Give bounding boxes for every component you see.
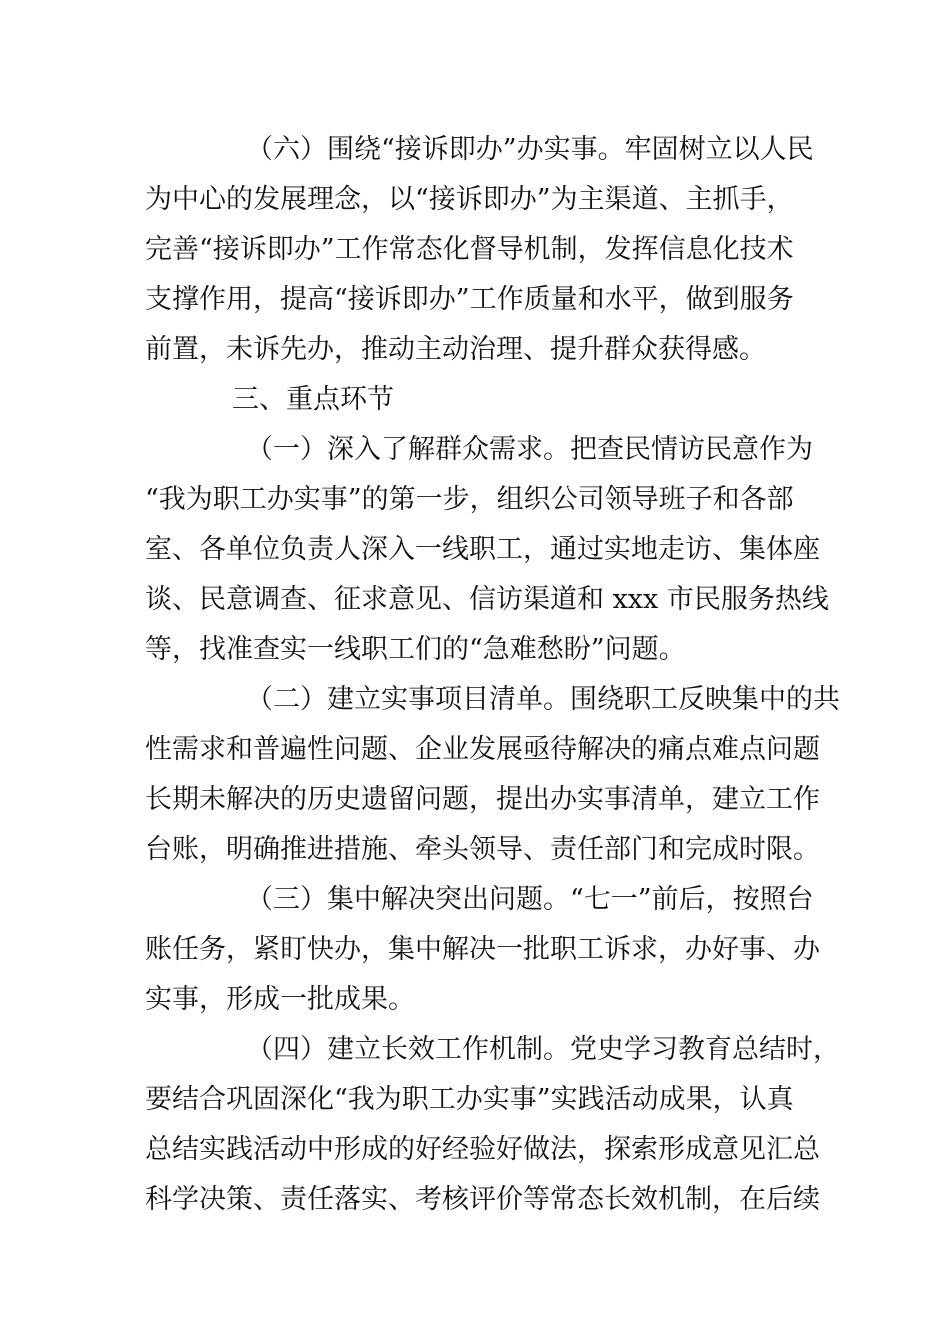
paragraph-3-line-3: 实事，形成一批成果。 bbox=[145, 984, 415, 1015]
paragraph-2-line-3: 长期未解决的历史遗留问题，提出办实事清单，建立工作 bbox=[145, 784, 820, 815]
paragraph-2-line-4: 台账，明确推进措施、牵头领导、责任部门和完成时限。 bbox=[145, 834, 820, 865]
paragraph-1-line-4: 谈、民意调查、征求意见、信访渠道和 xxx 市民服务热线 bbox=[145, 584, 829, 615]
paragraph-1-line-2: “我为职工办实事”的第一步，组织公司领导班子和各部 bbox=[145, 484, 794, 515]
paragraph-2-line-2: 性需求和普遍性问题、企业发展亟待解决的痛点难点问题 bbox=[145, 734, 820, 765]
paragraph-6-line-1: （六）围绕“接诉即办”办实事。牢固树立以人民 bbox=[246, 134, 814, 165]
paragraph-6-line-3: 完善“接诉即办”工作常态化督导机制，发挥信息化技术 bbox=[145, 234, 794, 265]
paragraph-6-line-5: 前置，未诉先办，推动主动治理、提升群众获得感。 bbox=[145, 334, 766, 365]
paragraph-2-line-1: （二）建立实事项目清单。围绕职工反映集中的共 bbox=[246, 684, 840, 715]
paragraph-1-line-3: 室、各单位负责人深入一线职工，通过实地走访、集体座 bbox=[145, 534, 820, 565]
paragraph-3-line-1: （三）集中解决突出问题。“七一”前后，按照台 bbox=[246, 884, 814, 915]
paragraph-4-line-3: 总结实践活动中形成的好经验好做法，探索形成意见汇总 bbox=[145, 1134, 820, 1165]
section-heading: 三、重点环节 bbox=[232, 384, 394, 415]
paragraph-4-line-1: （四）建立长效工作机制。党史学习教育总结时， bbox=[246, 1034, 840, 1065]
paragraph-1-line-1: （一）深入了解群众需求。把查民情访民意作为 bbox=[246, 434, 813, 465]
paragraph-4-line-2: 要结合巩固深化“我为职工办实事”实践活动成果，认真 bbox=[145, 1084, 794, 1115]
paragraph-1-line-5: 等，找准查实一线职工们的“急难愁盼”问题。 bbox=[145, 634, 686, 665]
paragraph-4-line-4: 科学决策、责任落实、考核评价等常态长效机制，在后续 bbox=[145, 1184, 820, 1215]
paragraph-3-line-2: 账任务，紧盯快办，集中解决一批职工诉求，办好事、办 bbox=[145, 934, 820, 965]
paragraph-6-line-2: 为中心的发展理念，以“接诉即办”为主渠道、主抓手， bbox=[145, 184, 794, 215]
paragraph-6-line-4: 支撑作用，提高“接诉即办”工作质量和水平，做到服务 bbox=[145, 284, 794, 315]
